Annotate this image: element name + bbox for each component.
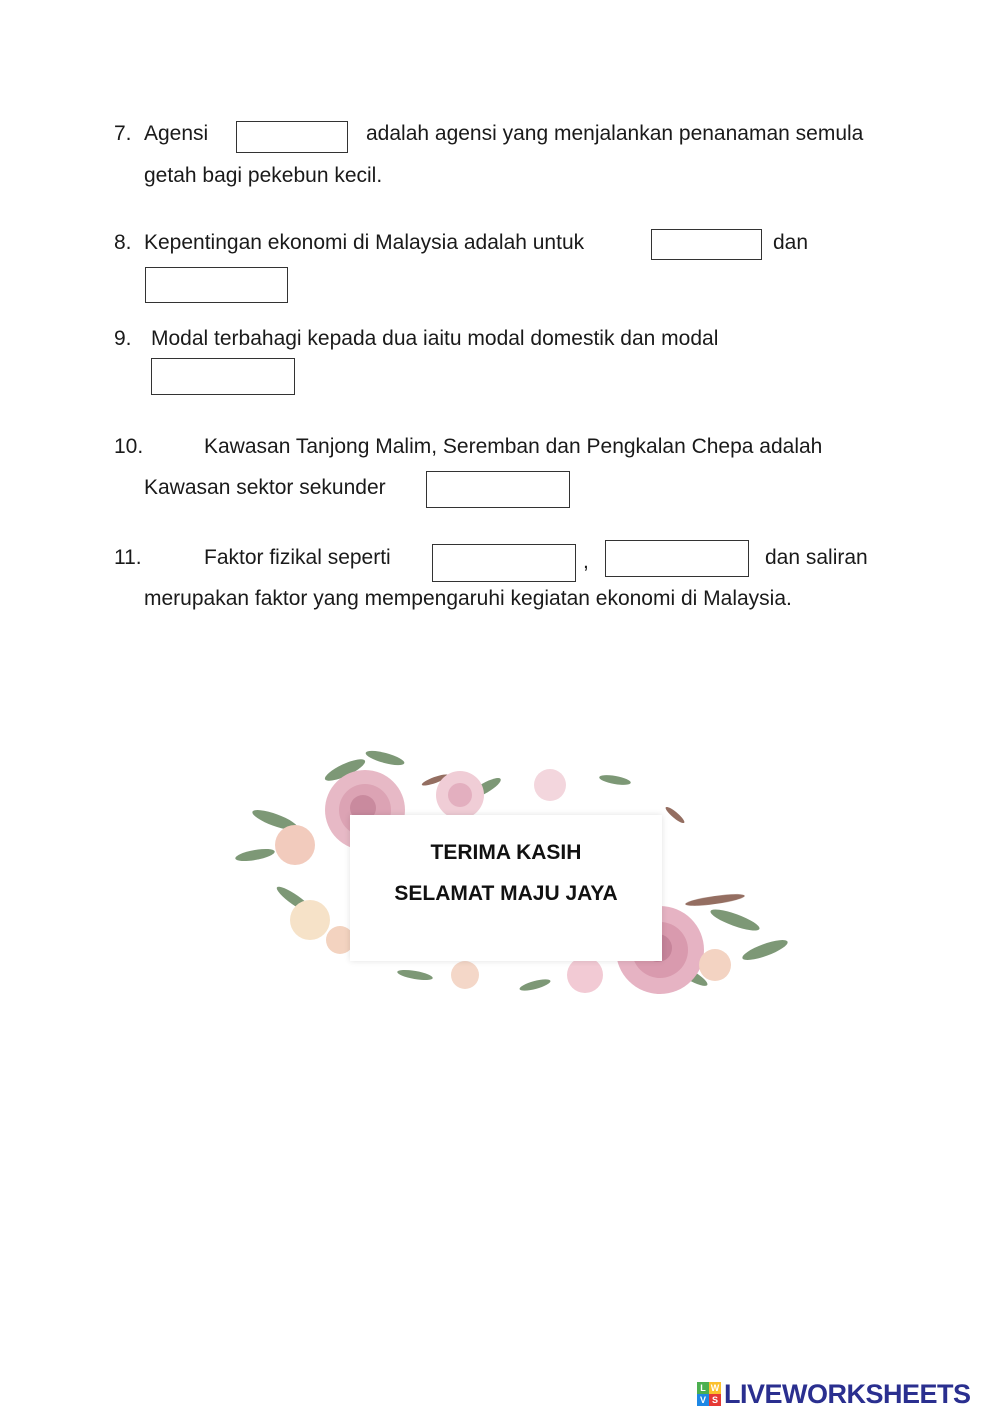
liveworksheets-brand[interactable]	[697, 1378, 971, 1410]
q7-number: 7.	[114, 122, 132, 145]
closing-line-2: SELAMAT MAJU JAYA	[394, 882, 618, 905]
q8-answer-input-2[interactable]	[145, 267, 288, 303]
q7-answer-input[interactable]	[236, 121, 348, 153]
q11-answer-input-1[interactable]	[432, 544, 576, 582]
q8-text-between: dan	[773, 231, 809, 254]
q10-text-line1: Kawasan Tanjong Malim, Seremban dan Pengkalan Chepa adalah	[204, 435, 823, 458]
q9-number: 9.	[114, 327, 132, 350]
brand-name: LIVEWORKSHEETS	[724, 1378, 971, 1409]
q11-text-before: Faktor fizikal seperti	[204, 546, 391, 569]
q8-answer-input-1[interactable]	[651, 229, 762, 260]
q8-text-before: Kepentingan ekonomi di Malaysia adalah untuk	[144, 231, 585, 254]
closing-card	[350, 815, 662, 961]
q9-answer-input[interactable]	[151, 358, 295, 395]
q8-number: 8.	[114, 231, 132, 254]
closing-line-1: TERIMA KASIH	[430, 841, 582, 864]
q11-answer-input-2[interactable]	[605, 540, 749, 577]
q7-text-line2: getah bagi pekebun kecil.	[144, 164, 383, 187]
q11-text-line2: merupakan faktor yang mempengaruhi kegiatan ekonomi di Malaysia.	[144, 587, 792, 610]
liveworksheets-logo-icon: L W V S	[697, 1382, 721, 1406]
q7-text-before: Agensi	[144, 122, 209, 145]
q10-answer-input[interactable]	[426, 471, 570, 508]
q11-number: 11.	[114, 546, 142, 569]
q11-comma: ,	[583, 550, 589, 573]
q10-number: 10.	[114, 435, 144, 458]
q11-text-after: dan saliran	[765, 546, 868, 569]
q10-text-before: Kawasan sektor sekunder	[144, 476, 386, 499]
q7-text-after: adalah agensi yang menjalankan penanaman semula	[366, 122, 864, 145]
q9-text-before: Modal terbahagi kepada dua iaitu modal domestik dan modal	[151, 327, 719, 350]
